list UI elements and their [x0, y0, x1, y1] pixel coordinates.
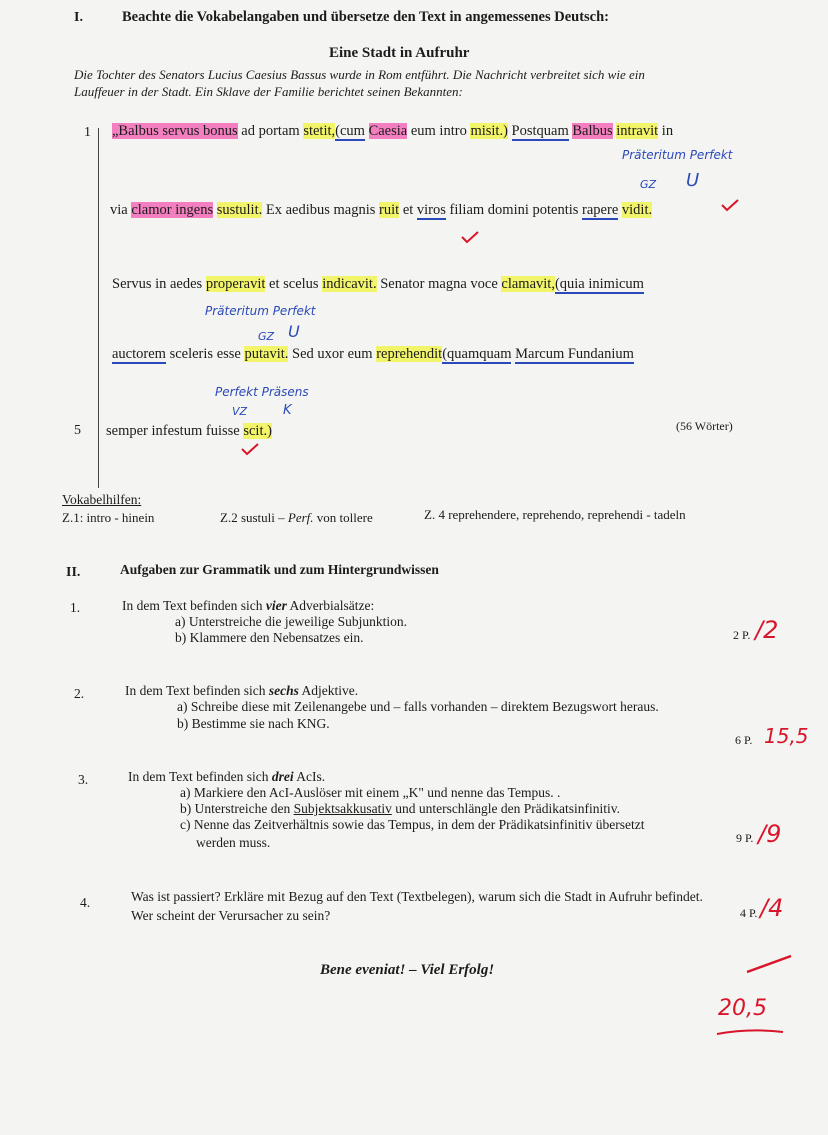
task-text: Subjektsakkusativ: [293, 801, 392, 816]
task-part-a: a) Schreibe diese mit Zeilenangebe und – falls vorhanden – direktem Bezugswort heraus.: [177, 699, 659, 714]
text-title: Eine Stadt in Aufruhr: [329, 45, 470, 61]
task-part-b: [180, 801, 620, 817]
points-label: 4 P.: [740, 906, 758, 920]
latin-line-4: [112, 346, 634, 363]
word: „Balbus servus bonus: [112, 123, 238, 139]
handwritten-note-u-1: U: [686, 170, 700, 191]
word: esse: [216, 346, 241, 362]
word: properavit: [205, 276, 266, 292]
task-intro: [122, 598, 374, 614]
vocab-item-1: Z.1: intro - hinein: [62, 510, 155, 525]
handwritten-note-u-2: U: [288, 322, 300, 341]
task-line-1: Was ist passiert? Erkläre mit Bezug auf den Text (Textbelegen), warum sich die Stadt in Aufruhr befindet.: [131, 889, 703, 904]
word: rapere: [582, 202, 619, 218]
task-part-b: b) Bestimme sie nach KNG.: [177, 716, 330, 731]
word: (quia inimicum: [554, 276, 644, 292]
task-part-a: a) Unterstreiche die jeweilige Subjunktion.: [175, 614, 408, 629]
word: et: [402, 202, 414, 218]
handwritten-note-tense-3: Perfekt Präsens: [215, 385, 309, 399]
intro-line-2: Lauffeuer in der Stadt. Ein Sklave der Familie berichtet seinen Bekannten:: [74, 84, 463, 99]
word: fuisse: [205, 423, 240, 439]
vocab-text: Z.2 sustuli –: [220, 510, 288, 525]
task-text: In dem Text befinden sich: [125, 683, 269, 698]
score-handwritten: /4: [760, 894, 784, 922]
score-underline: [715, 1026, 785, 1038]
latin-line-5: [106, 423, 272, 440]
handwritten-note-tense-2: Präteritum Perfekt: [205, 304, 316, 318]
task-line-2: Wer scheint der Verursacher zu sein?: [131, 908, 331, 923]
section-instruction: Beachte die Vokabelangaben und übersetze den Text in angemessenes Deutsch:: [122, 9, 609, 25]
word: ad portam: [241, 123, 300, 139]
red-check-icon: [460, 230, 480, 244]
line-number-1: 1: [84, 125, 91, 140]
total-score: 20,5: [718, 996, 767, 1021]
vocab-item-3: Z. 4 reprehendere, reprehendo, reprehendi - tadeln: [424, 507, 686, 522]
text-margin-line: [98, 128, 99, 488]
task-text: Adverbialsätze:: [286, 598, 375, 613]
red-check-icon: [720, 198, 740, 212]
word: reprehendit: [376, 346, 443, 362]
task-text: drei: [271, 769, 294, 784]
word: putavit.: [244, 346, 289, 362]
word: eum intro: [410, 123, 467, 139]
word: ruit: [379, 202, 400, 218]
task-intro: [125, 683, 358, 699]
red-check-icon: [745, 950, 795, 980]
vocab-text: Perf.: [287, 510, 314, 525]
word: Ex aedibus magnis: [265, 202, 376, 218]
score-handwritten: 15,5: [764, 724, 809, 748]
word: misit.): [470, 123, 508, 139]
red-check-icon: [240, 442, 260, 456]
handwritten-note-tense-1: Präteritum Perfekt: [622, 148, 733, 162]
word: semper infestum: [106, 423, 203, 439]
word: Servus in aedes: [112, 276, 203, 292]
handwritten-note-k: K: [283, 403, 292, 418]
word: clamavit,: [501, 276, 555, 292]
section-number-2: II.: [66, 565, 81, 580]
word: intravit: [616, 123, 659, 139]
task-text: sechs: [268, 683, 299, 698]
word: Balbus: [572, 123, 613, 139]
section-number-1: I.: [74, 10, 83, 25]
task-text: und unterschlängle den Prädikatsinfinitiv.: [391, 801, 621, 816]
section-title-2: Aufgaben zur Grammatik und zum Hintergrundwissen: [120, 562, 439, 577]
task-part-c: c) Nenne das Zeitverhältnis sowie das Tempus, in dem der Prädikatsinfinitiv übersetzt: [180, 817, 645, 832]
word: sustulit.: [216, 202, 263, 218]
word: viros: [416, 202, 446, 218]
task-text: vier: [265, 598, 287, 613]
word: vidit.: [621, 202, 653, 218]
word: scit.): [243, 423, 272, 439]
task-part-c-cont: werden muss.: [196, 835, 271, 850]
word: Postquam: [511, 123, 569, 139]
latin-line-2: [110, 202, 652, 219]
word: auctorem: [112, 346, 166, 362]
word-count: (56 Wörter): [676, 419, 733, 433]
score-handwritten: /2: [755, 616, 779, 644]
task-text: Adjektive.: [298, 683, 359, 698]
task-intro: [128, 769, 325, 785]
task-number: 3.: [78, 772, 89, 787]
word: indicavit.: [322, 276, 377, 292]
word: sceleris: [169, 346, 214, 362]
score-handwritten: /9: [758, 820, 782, 848]
vocab-text: von tollere: [313, 510, 373, 525]
task-part-b: b) Klammere den Nebensatzes ein.: [175, 630, 364, 645]
points-label: 2 P.: [733, 628, 751, 642]
latin-line-3: [112, 276, 644, 293]
word: Marcum Fundanium: [515, 346, 634, 362]
word: Sed uxor eum: [292, 346, 373, 362]
vocab-item-2: [220, 510, 373, 526]
points-label: 9 P.: [736, 831, 754, 845]
word: filiam domini potentis: [449, 202, 579, 218]
word: clamor ingens: [131, 202, 214, 218]
points-label: 6 P.: [735, 733, 753, 747]
word: (cum: [335, 123, 365, 139]
task-number: 4.: [80, 895, 91, 910]
word: Caesia: [368, 123, 408, 139]
line-number-5: 5: [74, 423, 81, 438]
task-text: AcIs.: [293, 769, 326, 784]
task-part-a: a) Markiere den AcI-Auslöser mit einem „K" und nenne das Tempus. .: [180, 785, 561, 800]
latin-line-1: [112, 123, 673, 140]
closing-wish: Bene eveniat! – Viel Erfolg!: [320, 962, 495, 978]
task-text: In dem Text befinden sich: [128, 769, 272, 784]
task-text: b) Unterstreiche den: [180, 801, 294, 816]
handwritten-note-gz-2: GZ: [258, 330, 275, 343]
handwritten-note-gz-1: GZ: [640, 178, 657, 191]
word: via: [110, 202, 128, 218]
word: et scelus: [269, 276, 319, 292]
word: in: [661, 123, 674, 139]
task-text: In dem Text befinden sich: [122, 598, 266, 613]
intro-line-1: Die Tochter des Senators Lucius Caesius Bassus wurde in Rom entführt. Die Nachricht verbreitet sich wie ein: [74, 67, 645, 82]
word: stetit,: [303, 123, 336, 139]
task-number: 1.: [70, 600, 81, 615]
word: (quamquam: [442, 346, 512, 362]
word: Senator magna voce: [380, 276, 498, 292]
task-number: 2.: [74, 686, 85, 701]
vocab-heading: Vokabelhilfen:: [62, 492, 142, 507]
handwritten-note-vz: VZ: [232, 405, 248, 418]
